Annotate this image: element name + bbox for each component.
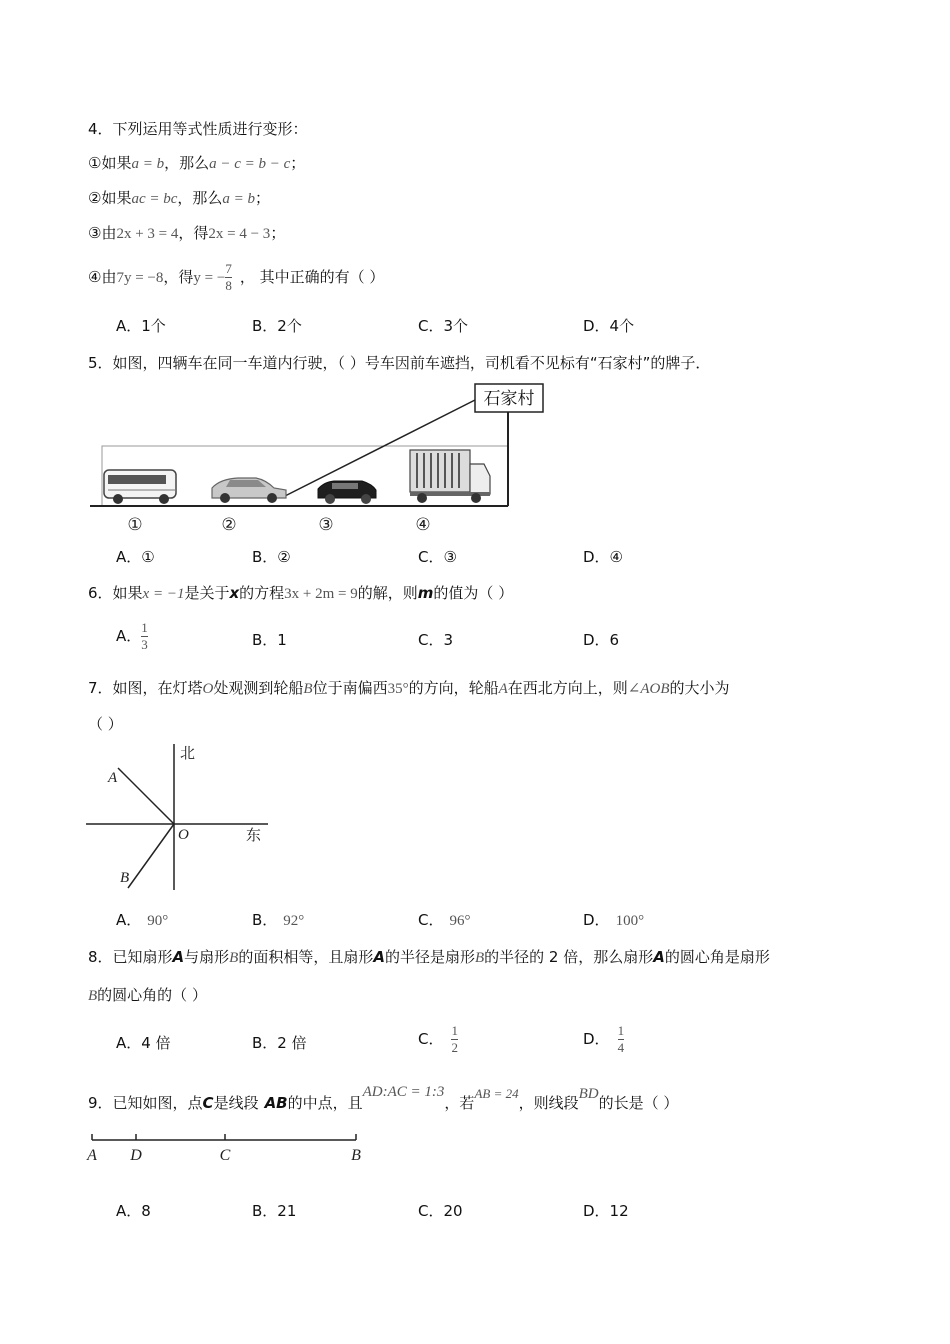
q7-math-angle: ∠AOB bbox=[627, 681, 670, 697]
q4-s2-math1: ac = bc bbox=[131, 191, 178, 207]
q4-s1-math2: a − c = b − c bbox=[209, 156, 291, 172]
q8-l1-e: 的半径的 2 倍，那么扇形 bbox=[484, 948, 654, 966]
q9-stem-f: 的长是（ ） bbox=[598, 1094, 679, 1112]
q6-stem-e: 的值为（ ） bbox=[433, 584, 514, 602]
truck-icon bbox=[410, 450, 490, 503]
q9-var-c: C bbox=[202, 1094, 214, 1112]
q8-var-a2: A bbox=[373, 948, 385, 966]
car-label-1: ① bbox=[127, 515, 143, 534]
q6-option-b[interactable]: B．1 bbox=[252, 631, 287, 649]
q4-s3-pre: ③由 bbox=[88, 224, 117, 242]
q4-s1-mid: ，那么 bbox=[164, 154, 210, 172]
q7-option-d[interactable] bbox=[583, 909, 644, 930]
q6-option-a-den: 3 bbox=[141, 637, 148, 652]
q4-statement-2 bbox=[88, 187, 270, 208]
q6-stem-c: 的方程 bbox=[239, 584, 285, 602]
q9-figure bbox=[80, 1128, 380, 1172]
q7-stem-d: 的方向，轮船 bbox=[408, 679, 499, 697]
bus-icon bbox=[104, 470, 176, 504]
q6-option-d[interactable]: D．6 bbox=[583, 631, 620, 649]
q8-l1-d: 的半径是扇形 bbox=[384, 948, 475, 966]
q7-option-c-value: 96° bbox=[449, 913, 471, 929]
ray-oa bbox=[118, 768, 174, 824]
q8-l2: 的圆心角的（ ） bbox=[97, 986, 207, 1004]
q9-var-ab: AB bbox=[264, 1094, 288, 1112]
q8-option-c-num: 1 bbox=[451, 1023, 458, 1038]
q4-s1-pre: ①如果 bbox=[88, 154, 132, 172]
q9-option-d[interactable]: D．12 bbox=[583, 1202, 629, 1220]
q8-var-b3: B bbox=[88, 988, 98, 1004]
q9-math3: BD bbox=[578, 1086, 599, 1102]
sedan-icon bbox=[212, 478, 286, 503]
q4-s4-pre: ④由 bbox=[88, 268, 117, 286]
q4-s2-mid: ，那么 bbox=[177, 189, 223, 207]
q4-option-d[interactable]: D．4个 bbox=[583, 317, 635, 335]
label-a: A bbox=[108, 770, 118, 786]
q9-math2: AB = 24 bbox=[474, 1086, 519, 1101]
q4-option-b[interactable]: B．2个 bbox=[252, 317, 302, 335]
q7-figure bbox=[80, 740, 280, 900]
label-o: O bbox=[178, 827, 189, 843]
q8-option-c-den: 2 bbox=[451, 1040, 458, 1055]
q5-option-d[interactable]: D．④ bbox=[583, 548, 623, 566]
q4-option-c[interactable]: C．3个 bbox=[418, 317, 469, 335]
q7-math-b: B bbox=[303, 681, 313, 697]
q9-math1: AD:AC = 1:3 bbox=[362, 1084, 445, 1100]
q6-option-a-label: A． bbox=[116, 627, 142, 645]
q8-option-d-fraction bbox=[618, 1024, 625, 1055]
q5-stem: 5．如图，四辆车在同一车道内行驶，（ ）号车因前车遮挡，司机看不见标有“石家村”的牌子． bbox=[88, 354, 711, 372]
q6-option-a-fraction bbox=[141, 621, 148, 652]
q7-option-c[interactable] bbox=[418, 909, 470, 930]
point-d: D bbox=[130, 1147, 142, 1164]
q8-option-d-den: 4 bbox=[617, 1040, 625, 1055]
q5-option-c[interactable]: C．③ bbox=[418, 548, 457, 566]
q8-option-c-label: C． bbox=[418, 1030, 444, 1048]
q4-s4-math1: 7y = −8 bbox=[116, 270, 164, 286]
q4-s4-frac-den: 8 bbox=[225, 278, 232, 293]
q7-math-o: O bbox=[202, 681, 214, 697]
q4-statement-3 bbox=[88, 222, 285, 243]
q9-stem-c: 的中点，且 bbox=[287, 1094, 363, 1112]
q4-stem: 4．下列运用等式性质进行变形： bbox=[88, 120, 308, 138]
q7-math-a: A bbox=[498, 681, 508, 697]
q4-s2-math2: a = b bbox=[222, 191, 256, 207]
q4-s4-end: ， 其中正确的有（ ） bbox=[239, 268, 385, 286]
q8-var-b2: B bbox=[474, 950, 485, 966]
q7-stem-a: 7．如图，在灯塔 bbox=[88, 679, 203, 697]
q6-math1: x = −1 bbox=[142, 586, 185, 602]
q7-option-b-value: 92° bbox=[283, 913, 305, 929]
q7-stem-e: 在西北方向上，则 bbox=[507, 679, 628, 697]
q7-option-a[interactable] bbox=[116, 909, 168, 930]
q7-option-a-value: 90° bbox=[147, 913, 169, 929]
sign-text: 石家村 bbox=[483, 389, 535, 409]
q4-s4-math2: y = − bbox=[193, 270, 226, 286]
q8-stem-line1 bbox=[88, 946, 770, 967]
q9-option-c[interactable]: C．20 bbox=[418, 1202, 463, 1220]
q7-option-b-label: B． bbox=[252, 911, 278, 929]
q8-option-c-fraction bbox=[451, 1024, 458, 1055]
q6-option-a[interactable] bbox=[116, 616, 148, 656]
q4-s3-end: ； bbox=[270, 224, 286, 242]
q6-var-m: m bbox=[417, 584, 434, 602]
point-a: A bbox=[87, 1147, 97, 1164]
q7-option-c-label: C． bbox=[418, 911, 444, 929]
q7-math-deg: 35° bbox=[387, 681, 409, 697]
car-label-4: ④ bbox=[415, 515, 431, 534]
q9-stem bbox=[88, 1084, 679, 1113]
q4-s3-mid: ，得 bbox=[178, 224, 209, 242]
q4-s3-math2: 2x = 4 − 3 bbox=[208, 226, 271, 242]
q4-option-a[interactable]: A．1个 bbox=[116, 317, 166, 335]
q7-option-a-label: A． bbox=[116, 911, 142, 929]
q8-option-d-label: D． bbox=[583, 1030, 610, 1048]
q8-var-a3: A bbox=[653, 948, 665, 966]
q5-figure bbox=[80, 380, 560, 540]
q6-stem-b: 是关于 bbox=[184, 584, 230, 602]
q4-s2-pre: ②如果 bbox=[88, 189, 132, 207]
car-label-3: ③ bbox=[318, 515, 334, 534]
q4-s2-end: ； bbox=[255, 189, 271, 207]
q7-stem-f: 的大小为 bbox=[669, 679, 730, 697]
label-east: 东 bbox=[246, 826, 262, 844]
q4-s4-frac-num: 7 bbox=[225, 261, 232, 276]
q8-l1-f: 的圆心角是扇形 bbox=[664, 948, 770, 966]
q7-option-d-value: 100° bbox=[615, 913, 645, 929]
q9-stem-b: 是线段 bbox=[213, 1094, 259, 1112]
q4-statement-4 bbox=[88, 256, 384, 299]
q4-statement-1 bbox=[88, 152, 305, 173]
q7-option-b[interactable] bbox=[252, 909, 304, 930]
q8-stem-line2 bbox=[88, 984, 207, 1005]
q6-math2: 3x + 2m = 9 bbox=[284, 586, 358, 602]
q4-s1-end: ； bbox=[290, 154, 306, 172]
ray-ob bbox=[128, 824, 174, 888]
q4-s4-mid: ，得 bbox=[163, 268, 194, 286]
q8-option-d-num: 1 bbox=[617, 1023, 625, 1038]
q7-paren: （ ） bbox=[88, 715, 123, 733]
q4-s3-math1: 2x + 3 = 4 bbox=[116, 226, 179, 242]
q9-option-a[interactable]: A．8 bbox=[116, 1202, 151, 1220]
label-b: B bbox=[120, 870, 130, 886]
q6-stem-a: 6．如果 bbox=[88, 584, 143, 602]
q7-stem-c: 位于南偏西 bbox=[312, 679, 388, 697]
q8-option-b[interactable]: B．2 倍 bbox=[252, 1034, 307, 1052]
q8-option-d[interactable] bbox=[583, 1019, 624, 1059]
q7-option-d-label: D． bbox=[583, 911, 610, 929]
point-b: B bbox=[351, 1147, 361, 1164]
q4-s1-math1: a = b bbox=[131, 156, 165, 172]
q5-option-b[interactable]: B．② bbox=[252, 548, 291, 566]
q6-stem bbox=[88, 582, 513, 603]
label-north: 北 bbox=[180, 744, 196, 762]
point-c: C bbox=[219, 1147, 231, 1164]
q8-l1-a: 8．已知扇形 bbox=[88, 948, 173, 966]
q6-stem-d: 的解，则 bbox=[357, 584, 418, 602]
q4-s4-fraction bbox=[225, 262, 232, 293]
q8-var-b1: B bbox=[229, 950, 239, 966]
q5-option-a[interactable]: A．① bbox=[116, 548, 155, 566]
car-label-2: ② bbox=[221, 515, 237, 534]
q9-stem-a: 9．已知如图，点 bbox=[88, 1094, 203, 1112]
q8-option-a[interactable]: A．4 倍 bbox=[116, 1034, 171, 1052]
q8-option-c[interactable] bbox=[418, 1019, 458, 1059]
q7-stem-b: 处观测到轮船 bbox=[213, 679, 304, 697]
q6-option-a-num: 1 bbox=[141, 620, 148, 635]
q8-l1-c: 的面积相等，且扇形 bbox=[238, 948, 374, 966]
q8-l1-b: 与扇形 bbox=[184, 948, 230, 966]
q7-stem bbox=[88, 677, 730, 698]
q8-var-a1: A bbox=[172, 948, 185, 966]
q9-stem-d: ，若 bbox=[444, 1094, 475, 1112]
q6-var-x: x bbox=[229, 584, 240, 602]
q6-option-c[interactable]: C．3 bbox=[418, 631, 454, 649]
suv-icon bbox=[318, 481, 376, 504]
q9-stem-e: ，则线段 bbox=[518, 1094, 579, 1112]
q9-option-b[interactable]: B．21 bbox=[252, 1202, 297, 1220]
